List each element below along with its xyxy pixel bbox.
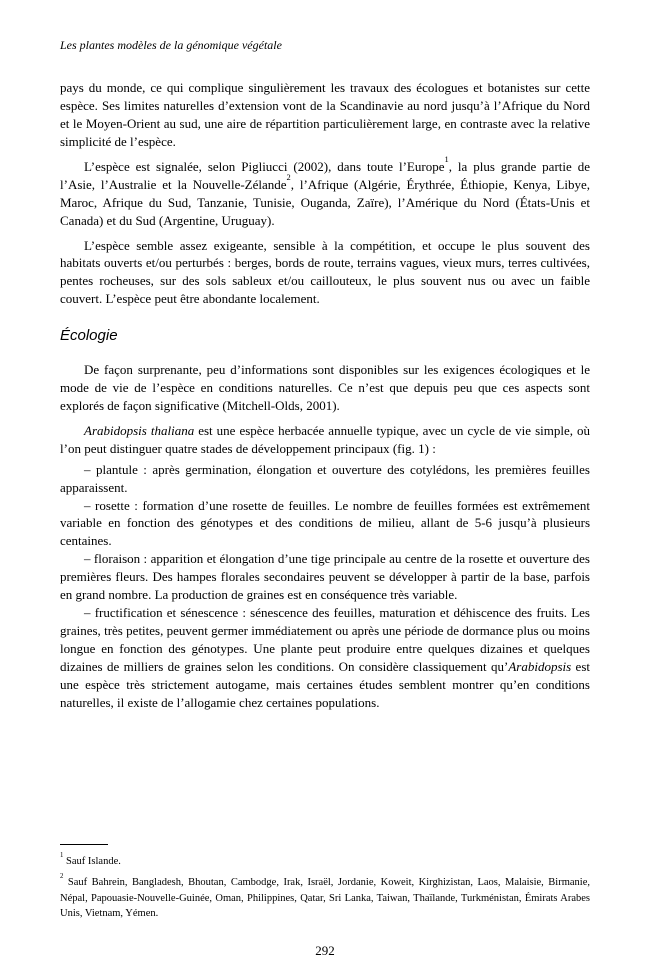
footnote-separator <box>60 844 108 845</box>
text-segment: est une espèce très strictement autogame, mais certaines études semblent montrer qu’en conditions naturelles, il existe de l’allogamie chez certaines populations. <box>60 658 590 710</box>
list-item-plantule: – plantule : après germination, élongation et ouverture des cotylédons, les premières feuilles apparaissent. <box>60 461 590 495</box>
footnote-2 <box>60 872 590 921</box>
text-segment: – fructification et sénescence : sénescence des feuilles, maturation et déhiscence des fruits. Les graines, très petites, peuvent germer immédiatement ou après une période de dormance plus ou moins longue en fonction des génotypes. Une plante peut produire entre quelques dizaines et quelques dizaines de milliers de graines selon les conditions. On considère classiquement qu’ <box>60 605 590 674</box>
list-item-rosette: – rosette : formation d’une rosette de feuilles. Le nombre de feuilles formées est extrêmement variable en fonction des génotypes et des conditions de milieu, allant de 5-6 jusqu’à plusieurs centaines. <box>60 497 590 549</box>
text-segment: L’espèce est signalée, selon Pigliucci (2002), dans toute l’Europe <box>84 158 445 174</box>
habitat-paragraph: L’espèce semble assez exigeante, sensible à la compétition, et occupe le plus souvent des habitats ouverts et/ou perturbés : berges, bords de route, terrains vagues, vieux murs, terres cultivées, pentes rocheuses, sur des sols sableux et/ou caillouteux, le plus souvent nus ou avec un faible couvert. L’espèce peut être abondante localement. <box>60 237 590 307</box>
footnote-ref-2: 2 <box>286 171 291 182</box>
species-name: Arabidopsis <box>508 658 572 674</box>
section-heading-ecologie: Écologie <box>60 327 118 345</box>
page-number: 292 <box>315 943 335 958</box>
running-header: Les plantes modèles de la génomique végétale <box>60 38 282 52</box>
intro-paragraph: pays du monde, ce qui complique singulièrement les travaux des écologues et botanistes sur cette espèce. Ses limites naturelles d’extension vont de la Scandinavie au nord jusqu’à l’Afrique du Nord et le Moyen-Orient au sud, une aire de répartition particulièrement large, en contraste avec la relative simplicité de l’espèce. <box>60 80 590 149</box>
text-segment: , l’Afrique (Algérie, Érythrée, Éthiopie, Kenya, Libye, Maroc, Afrique du Sud, Tanzanie, Tunisie, Ouganda, Zaïre), l’Amérique du Nord (États-Unis et Canada) et du Sud (Argentine, Uruguay). <box>60 176 590 228</box>
footnote-2-marker: 2 <box>60 872 64 880</box>
list-item-floraison: – floraison : apparition et élongation d’une tige principale au centre de la rosette et ouverture des premières fleurs. Des hampes florales secondaires peuvent se développer à partir de la base, parfois en grand nombre. La production de graines est en conséquence très variable. <box>60 551 590 603</box>
footnote-1-marker: 1 <box>60 851 64 859</box>
species-name: Arabidopsis thaliana <box>84 422 195 438</box>
distribution-paragraph <box>60 153 590 230</box>
footnote-1-text: Sauf Islande. <box>63 856 121 868</box>
page-body-text <box>60 79 590 712</box>
footnote-ref-1: 1 <box>444 153 449 164</box>
footnote-1 <box>60 851 590 869</box>
text-segment: est une espèce herbacée annuelle typique, avec un cycle de vie simple, où l’on peut distinguer quatre stades de développement principaux (fig. 1) : <box>60 422 590 456</box>
text-segment: , la plus grande partie de l’Asie, l’Australie et la Nouvelle-Zélande <box>60 158 590 192</box>
footnotes-block <box>60 840 590 927</box>
footnote-2-text: Sauf Bahrein, Bangladesh, Bhoutan, Cambodge, Irak, Israël, Jordanie, Koweit, Kirghizistan, Laos, Malaisie, Birmanie, Népal, Papouasie-Nouvelle-Guinée, Oman, Philippines, Qatar, Sri Lanka, Taiwan, Thaïlande, Turkménistan, Émirats Arabes Unis, Vietnam, Yémen. <box>60 877 590 919</box>
page-footer <box>0 943 650 959</box>
list-item-fructification <box>60 604 590 712</box>
life-cycle-paragraph <box>60 422 590 458</box>
ecology-intro-paragraph: De façon surprenante, peu d’informations sont disponibles sur les exigences écologiques et le mode de vie de l’espèce en conditions naturelles. Ce n’est que depuis peu que ces aspects sont explorés de façon significative (Mitchell-Olds, 2001). <box>60 361 590 413</box>
